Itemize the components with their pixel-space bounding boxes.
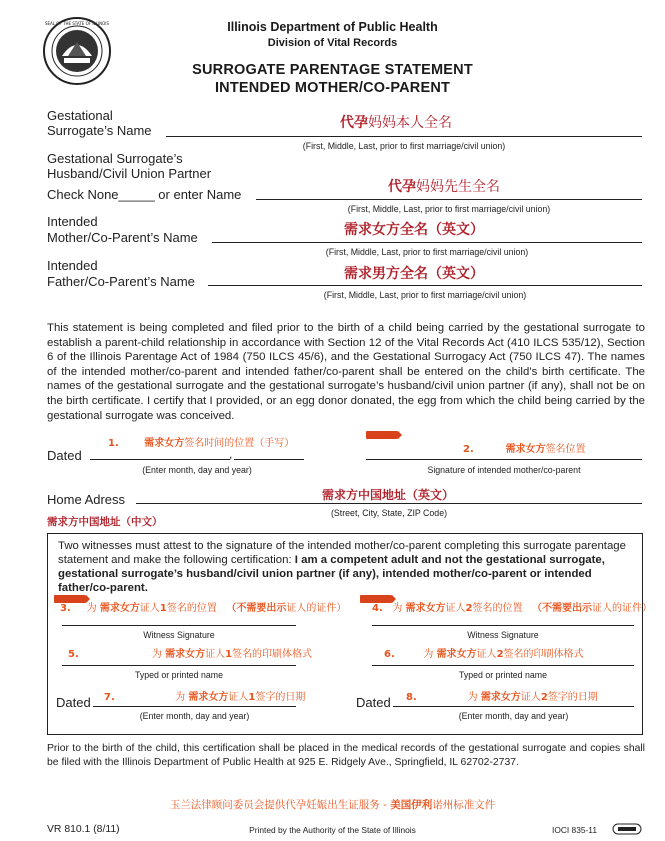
date-caption: (Enter month, day and year) bbox=[142, 465, 252, 475]
note-1: 1. 需求女方签名时间的位置（手写） bbox=[108, 438, 295, 449]
note-6: 6. 为 需求女方证人2签名的印刷体格式 bbox=[384, 649, 584, 660]
surrogate-name-field[interactable] bbox=[166, 136, 642, 137]
printed-by-authority: Printed by the Authority of the State of Illinois bbox=[249, 825, 416, 835]
address-chinese-annotation: 需求方中国地址（中文） bbox=[47, 516, 163, 528]
note-8: 8. 为 需求女方证人2签字的日期 bbox=[406, 692, 598, 703]
union-printing-bug-icon bbox=[612, 823, 642, 835]
spouse-check-none-label[interactable]: Check None_____ or enter Name bbox=[47, 187, 242, 202]
mother-name-caption: (First, Middle, Last, prior to first marriage/civil union) bbox=[325, 247, 529, 257]
witness1-printed-name-field[interactable] bbox=[62, 665, 296, 666]
date-comma: , bbox=[229, 447, 233, 461]
witness2-dated-label: Dated bbox=[356, 695, 391, 710]
form-number: VR 810.1 (8/11) bbox=[47, 824, 120, 835]
sign-here-flag-icon bbox=[366, 431, 398, 439]
mother-signature-caption: Signature of intended mother/co-parent bbox=[427, 465, 581, 475]
witness1-date-field[interactable] bbox=[93, 706, 296, 707]
note-7: 7. 为 需求女方证人1签字的日期 bbox=[104, 692, 306, 703]
father-name-annotation: 需求男方全名（英文） bbox=[344, 266, 484, 282]
note-2: 2. 需求女方签名位置 bbox=[463, 444, 586, 455]
department-title: Illinois Department of Public Health bbox=[227, 20, 438, 34]
mother-label-line2: Mother/Co-Parent’s Name bbox=[47, 230, 198, 245]
witness1-signature-caption: Witness Signature bbox=[143, 630, 215, 640]
filing-instructions: Prior to the birth of the child, this certification shall be placed in the medical records of the gestational surrogate and copies shall be filed with the Illinois Department of Public Health at 925 E. Ridgely Ave., Springfield, IL 62702-2737. bbox=[47, 743, 645, 768]
address-annotation: 需求方中国地址（英文） bbox=[322, 488, 455, 502]
surrogate-name-annotation: 代孕妈妈本人全名 bbox=[340, 115, 452, 131]
note-3: 3. 为 需求女方证人1签名的位置 （不需要出示证人的证件） bbox=[60, 603, 347, 614]
spouse-label-line1: Gestational Surrogate’s bbox=[47, 151, 183, 166]
spouse-name-field[interactable] bbox=[256, 199, 642, 200]
witness1-signature-field[interactable] bbox=[62, 625, 296, 626]
surrogate-name-label-line1: Gestational bbox=[47, 108, 113, 123]
witness1-dated-label: Dated bbox=[56, 695, 91, 710]
witness2-printed-name-field[interactable] bbox=[372, 665, 634, 666]
statement-paragraph: This statement is being completed and filed prior to the birth of a child being carried by the gestational surrogate to establish a parent-child relationship in accordance with Section 12 of the Vital Records Act (410 ILCS 535/12), Section 6 of the Illinois Parentage Act of 1984 (750 ILCS 45/6), and the Gestational Surrogacy Act (750 ILCS 47). The names of the intended mother/co-parent and intended father/co-parent shall be entered on the child’s birth certificate. The names of the gestational surrogate and the gestational surrogate’s husband/civil union partner (if any), shall not be on the birth certificate. I certify that I provided, or an egg donor donated, the egg from which the child being carried by the gestational surrogate was conceived. bbox=[47, 322, 645, 422]
mother-name-field[interactable] bbox=[212, 242, 642, 243]
svg-text:SEAL OF THE STATE OF ILLINOIS: SEAL OF THE STATE OF ILLINOIS bbox=[44, 21, 110, 26]
mother-signature-field[interactable] bbox=[366, 459, 642, 460]
witness2-signature-caption: Witness Signature bbox=[467, 630, 539, 640]
spouse-label-line2: Husband/Civil Union Partner bbox=[47, 166, 212, 181]
note-4: 4. 为 需求女方证人2签名的位置 （不需要出示证人的证件） bbox=[372, 603, 653, 614]
father-name-caption: (First, Middle, Last, prior to first marriage/civil union) bbox=[323, 290, 527, 300]
home-address-field[interactable] bbox=[136, 503, 642, 504]
witness1-printed-name-caption: Typed or printed name bbox=[134, 670, 224, 680]
ioci-number: IOCI 835-11 bbox=[552, 825, 597, 835]
home-address-caption: (Street, City, State, ZIP Code) bbox=[330, 508, 448, 518]
spouse-name-caption: (First, Middle, Last, prior to first marriage/civil union) bbox=[347, 204, 551, 214]
form-title-line2: INTENDED MOTHER/CO-PARENT bbox=[214, 80, 451, 96]
dated-label: Dated bbox=[47, 448, 82, 463]
witness1-date-caption: (Enter month, day and year) bbox=[139, 711, 250, 721]
father-label-line2: Father/Co-Parent’s Name bbox=[47, 274, 195, 289]
spouse-name-annotation: 代孕妈妈先生全名 bbox=[388, 179, 500, 195]
witness2-date-field[interactable] bbox=[393, 706, 634, 707]
surrogate-name-label-line2: Surrogate’s Name bbox=[47, 123, 152, 138]
witness2-signature-field[interactable] bbox=[372, 625, 634, 626]
mother-name-annotation: 需求女方全名（英文） bbox=[344, 222, 484, 238]
home-address-label: Home Adress bbox=[47, 492, 126, 507]
father-name-field[interactable] bbox=[208, 285, 642, 286]
form-title-line1: SURROGATE PARENTAGE STATEMENT bbox=[192, 62, 473, 78]
mother-label-line1: Intended bbox=[47, 214, 98, 229]
legal-service-banner: 玉兰法律顾问委员会提供代孕妊娠出生证服务 - 美国伊利诺州标准文件 bbox=[169, 799, 496, 811]
date-field-month-day[interactable] bbox=[90, 459, 230, 460]
surrogate-name-caption: (First, Middle, Last, prior to first marriage/civil union) bbox=[302, 141, 506, 151]
witness2-date-caption: (Enter month, day and year) bbox=[458, 711, 569, 721]
date-field-year[interactable] bbox=[234, 459, 304, 460]
division-title: Division of Vital Records bbox=[267, 37, 398, 49]
note-5: 5. 为 需求女方证人1签名的印刷体格式 bbox=[68, 649, 313, 660]
father-label-line1: Intended bbox=[47, 258, 98, 273]
witness-intro-paragraph: Two witnesses must attest to the signature of the intended mother/co-parent completing this surrogate parentage statement and make the following certification: I am a competent adult and not the gestational surrogate, gestational surrogate’s husband/civil union partner (if any), intended mother/co-parent or intended father/co-parent. bbox=[58, 540, 626, 594]
witness2-printed-name-caption: Typed or printed name bbox=[458, 670, 548, 680]
